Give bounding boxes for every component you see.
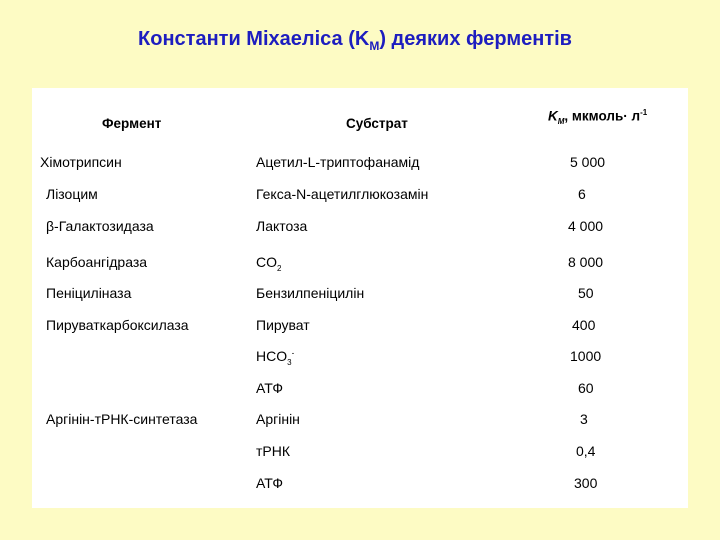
row-km: 50 xyxy=(578,285,594,301)
row-enzyme: β-Галактозидаза xyxy=(46,218,154,234)
row-km: 300 xyxy=(574,475,598,491)
row-km: 60 xyxy=(578,380,594,396)
row-km: 4 000 xyxy=(568,218,604,234)
row-substrate: Гекса-N-ацетилглюкозамін xyxy=(256,186,429,202)
row-enzyme: Аргінін-тРНК-синтетаза xyxy=(46,411,198,427)
header-enzyme: Фермент xyxy=(102,116,162,131)
km-table xyxy=(32,88,688,508)
row-substrate: Аргінін xyxy=(256,411,300,427)
row-km: 8 000 xyxy=(568,254,604,270)
row-substrate: $HCO_3^-$ xyxy=(256,348,295,367)
row-enzyme: Карбоангідраза xyxy=(46,254,148,270)
row-km: 3 xyxy=(580,411,588,427)
row-enzyme: Пируваткарбоксилаза xyxy=(46,317,189,333)
row-enzyme: Пеніциліназа xyxy=(46,285,132,301)
row-substrate: Лактоза xyxy=(256,218,308,234)
row-enzyme: Лізоцим xyxy=(46,186,98,202)
row-substrate: $CO_2$ xyxy=(256,254,282,273)
row-km: 0,4 xyxy=(576,443,596,459)
row-substrate: Пируват xyxy=(256,317,310,333)
row-km: 1000 xyxy=(570,348,602,364)
header-km: $K_M$, мкмоль· $л^{-1}$ xyxy=(548,108,648,127)
row-km: 6 xyxy=(578,186,586,202)
row-substrate: Ацетил-L-триптофанамід xyxy=(256,154,420,170)
row-enzyme: Хімотрипсин xyxy=(40,154,122,170)
title-subscript: M xyxy=(369,39,380,53)
row-km: 400 xyxy=(572,317,596,333)
header-substrate: Субстрат xyxy=(346,116,408,131)
row-substrate: Бензилпеніцилін xyxy=(256,285,365,301)
row-substrate: тРНК xyxy=(256,443,291,459)
row-km: 5 000 xyxy=(570,154,606,170)
row-substrate: АТФ xyxy=(256,380,283,396)
page-title: Константи Міхаеліса $(K_M)$ деяких ферментів xyxy=(138,28,572,53)
row-substrate: АТФ xyxy=(256,475,283,491)
